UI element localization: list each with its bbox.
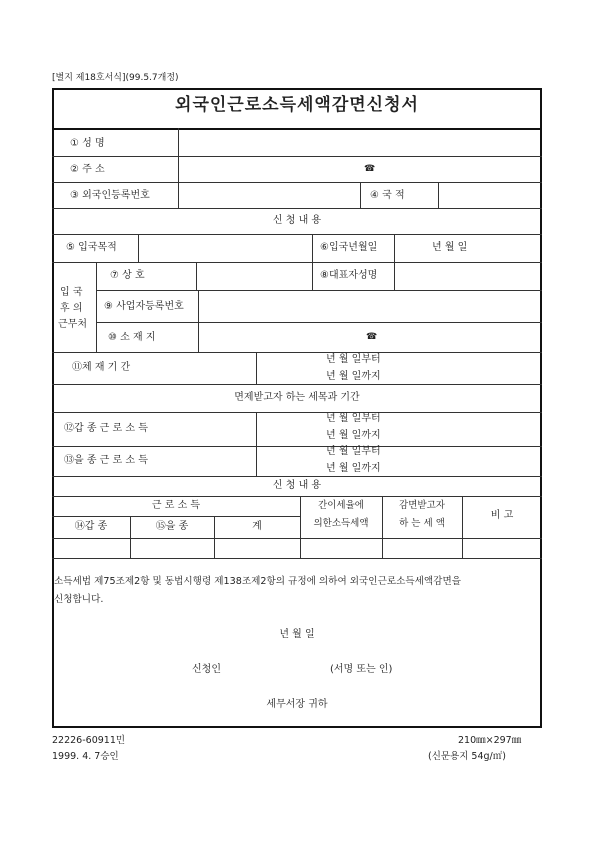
form-reference: [별지 제18호서식](99.5.7개정) [52, 73, 179, 83]
row-line [52, 182, 542, 183]
application-date: 년 월 일 [279, 629, 315, 640]
class-a-to: 년 월 일까지 [326, 430, 381, 441]
addressee: 세무서장 귀하 [266, 699, 328, 710]
stay-to: 년 월 일까지 [326, 371, 381, 382]
paper-size: 210㎜×297㎜ [458, 735, 522, 746]
class-a-from: 년 월 일부터 [326, 413, 381, 424]
name-label: ① 성 명 [70, 138, 105, 149]
simple-tax-header-2: 의한소득세액 [313, 518, 369, 529]
col-line [256, 352, 257, 384]
total-column: 계 [252, 521, 262, 532]
approval-date: 1999. 4. 7승인 [52, 751, 119, 762]
labor-income-header: 근 로 소 득 [151, 500, 201, 511]
col-line [312, 234, 313, 290]
registration-number-label: ③ 외국인등록번호 [70, 190, 150, 201]
row-line [52, 208, 542, 209]
form-title: 외국인근로소득세액감면신청서 [175, 95, 419, 115]
remarks-header: 비 고 [490, 510, 514, 521]
col-line [198, 290, 199, 352]
phone-icon: ☎ [364, 164, 376, 174]
address-label: ② 주 소 [70, 164, 105, 175]
col-line [178, 128, 179, 208]
title-divider [52, 128, 542, 130]
stay-period-label: ⑪체 재 기 간 [72, 362, 131, 373]
exempt-tax-header-1: 감면받고자 [399, 500, 445, 511]
workplace-group-label-3: 근무처 [58, 319, 87, 330]
col-line [462, 496, 463, 558]
col-line [96, 262, 97, 352]
exemption-header: 면제받고자 하는 세목과 기간 [234, 392, 360, 403]
class-a-column: ⑭갑 종 [74, 521, 108, 532]
row-line [52, 262, 542, 263]
workplace-group-label-1: 입 국 [60, 287, 83, 298]
col-line [196, 262, 197, 290]
col-line [256, 412, 257, 476]
business-number-label: ⑨ 사업자등록번호 [104, 301, 184, 312]
applicant-label: 신청인 [192, 664, 221, 675]
simple-tax-header-1: 간이세율에 [318, 500, 364, 511]
col-line [438, 182, 439, 208]
entry-date-value: 년 월 일 [432, 242, 468, 253]
class-b-to: 년 월 일까지 [326, 463, 381, 474]
company-name-label: ⑦ 상 호 [110, 270, 145, 281]
row-line [52, 234, 542, 235]
col-line [394, 234, 395, 290]
row-line [52, 412, 542, 413]
nationality-label: ④ 국 적 [370, 190, 405, 201]
section-header-apply: 신 청 내 용 [272, 215, 322, 226]
row-line [52, 446, 542, 447]
signature-label: (서명 또는 인) [330, 664, 393, 675]
workplace-group-label-2: 후 의 [60, 303, 83, 314]
statement-line-2: 신청합니다. [54, 594, 104, 605]
paper-spec: (신문용지 54g/㎡) [428, 751, 506, 762]
entry-date-label: ⑥입국년월일 [320, 242, 378, 253]
form-code: 22226-60911민 [52, 735, 126, 746]
row-line [52, 156, 542, 157]
entry-purpose-label: ⑤ 입국목적 [66, 242, 117, 253]
stay-from: 년 월 일부터 [326, 354, 381, 365]
row-line [52, 352, 542, 353]
row-line [52, 476, 542, 477]
row-line [52, 496, 542, 497]
location-label: ⑩ 소 재 지 [108, 332, 156, 343]
row-line [96, 322, 542, 323]
col-line [360, 182, 361, 208]
class-b-income-label: ⑬을 종 근 로 소 득 [64, 455, 148, 466]
class-a-income-label: ⑫갑 종 근 로 소 득 [64, 423, 148, 434]
section-header-apply-2: 신 청 내 용 [272, 480, 322, 491]
row-line [96, 290, 542, 291]
row-line [52, 384, 542, 385]
col-line [138, 234, 139, 262]
representative-label: ⑧대표자성명 [320, 270, 378, 281]
statement-line-1: 소득세법 제75조제2항 및 동법시행령 제138조제2항의 규정에 의하여 외국인근로소득세액감면을 [54, 576, 461, 587]
phone-icon: ☎ [366, 332, 378, 342]
row-line [52, 558, 542, 559]
row-line [52, 516, 300, 517]
class-b-from: 년 월 일부터 [326, 446, 381, 457]
exempt-tax-header-2: 하 는 세 액 [399, 518, 445, 529]
row-line [52, 538, 542, 539]
class-b-column: ⑮을 종 [155, 521, 189, 532]
